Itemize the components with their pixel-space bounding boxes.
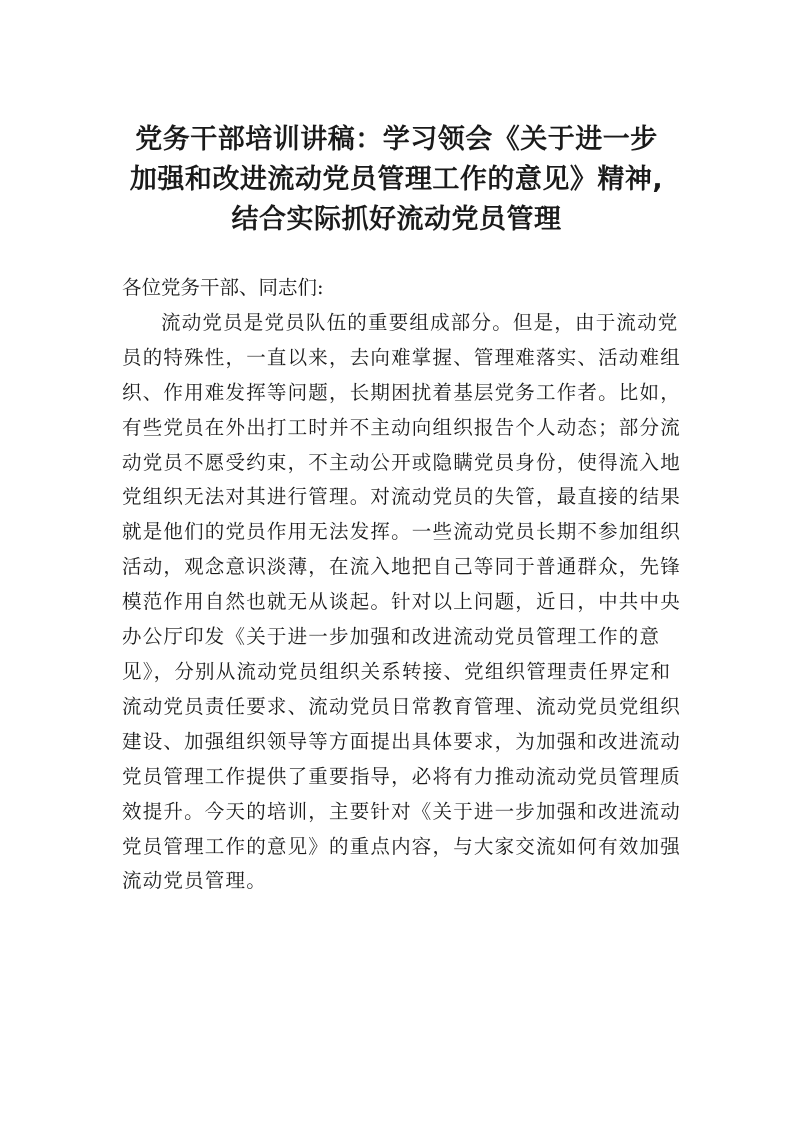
paragraph-line: 党员管理工作提供了重要指导，必将有力推动流动党员管理质 [122, 764, 681, 788]
page-title [100, 120, 693, 240]
paragraph-line: 模范作用自然也就无从谈起。针对以上问题，近日，中共中央 [122, 590, 681, 614]
paragraph-line: 效提升。今天的培训，主要针对《关于进一步加强和改进流动 [122, 799, 681, 823]
paragraph-line: 就是他们的党员作用无法发挥。一些流动党员长期不参加组织 [122, 520, 681, 544]
paragraph-line: 流动党员责任要求、流动党员日常教育管理、流动党员党组织 [122, 694, 681, 718]
paragraph-line: 动党员不愿受约束，不主动公开或隐瞒党员身份，使得流入地 [122, 450, 681, 474]
paragraph-line: 活动，观念意识淡薄，在流入地把自己等同于普通群众，先锋 [122, 555, 681, 579]
paragraph-line: 党组织无法对其进行管理。对流动党员的失管，最直接的结果 [122, 485, 681, 509]
paragraph-line: 有些党员在外出打工时并不主动向组织报告个人动态；部分流 [122, 415, 681, 439]
title-line-3: 结合实际抓好流动党员管理 [231, 204, 562, 235]
title-line-2: 加强和改进流动党员管理工作的意见》精神, [129, 164, 664, 195]
paragraph-line: 员的特殊性，一直以来，去向难掌握、管理难落实、活动难组 [122, 345, 681, 369]
salutation: 各位党务干部、同志们: [122, 276, 324, 299]
paragraph-line: 流动党员管理。 [122, 869, 267, 893]
paragraph-line: 见》，分别从流动党员组织关系转接、党组织管理责任界定和 [122, 659, 672, 683]
paragraph-line: 建设、加强组织领导等方面提出具体要求，为加强和改进流动 [122, 729, 681, 753]
paragraph-line: 办公厅印发《关于进一步加强和改进流动党员管理工作的意 [122, 625, 661, 649]
paragraph-line: 织、作用难发挥等问题，长期困扰着基层党务工作者。比如， [122, 380, 681, 404]
paragraph-line: 党员管理工作的意见》的重点内容，与大家交流如何有效加强 [122, 834, 681, 858]
title-line-1: 党务干部培训讲稿：学习领会《关于进一步 [135, 124, 658, 155]
document-body [122, 271, 681, 899]
body-paragraph [122, 306, 681, 899]
paragraph-line: 流动党员是党员队伍的重要组成部分。但是，由于流动党 [161, 310, 679, 334]
